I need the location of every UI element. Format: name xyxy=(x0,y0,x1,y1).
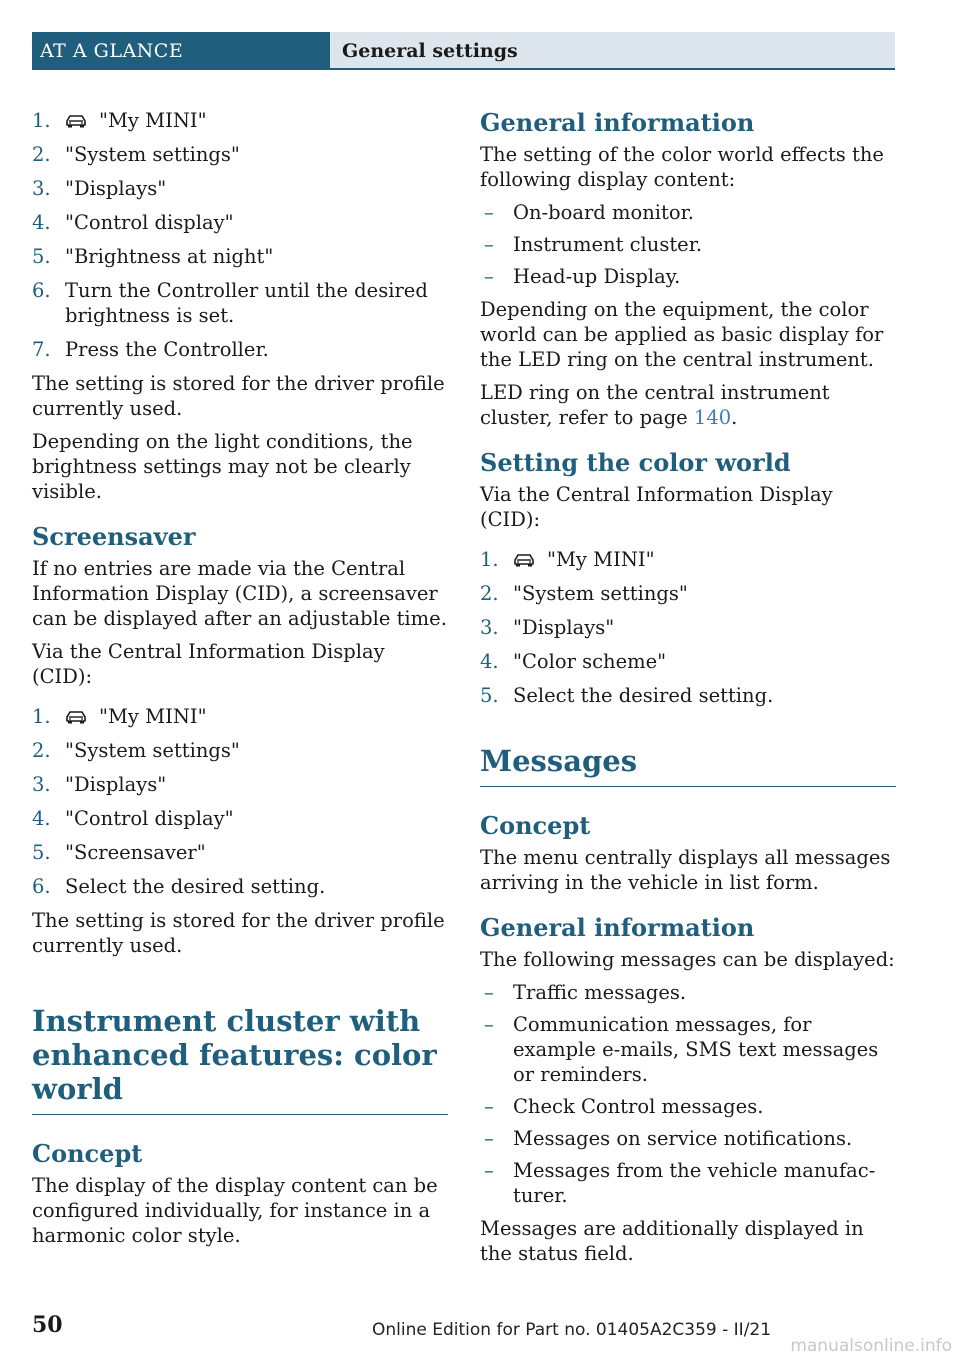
car-icon xyxy=(65,710,87,724)
dash-bullet: – xyxy=(484,265,494,288)
chapter-title: General settings xyxy=(330,32,895,70)
paragraph: The following messages can be displayed: xyxy=(480,948,895,971)
car-icon xyxy=(65,114,87,128)
list-item xyxy=(480,1126,896,1151)
step-number: 7. xyxy=(32,338,51,361)
step-text: "System settings" xyxy=(65,143,240,166)
list-item xyxy=(480,1094,896,1119)
step-text: "My MINI" xyxy=(99,705,207,728)
color-world-steps xyxy=(480,547,896,708)
header-rule xyxy=(330,68,895,70)
paragraph xyxy=(480,380,896,430)
dash-bullet: – xyxy=(484,201,494,224)
step-text: Press the Controller. xyxy=(65,338,269,361)
paragraph: If no entries are made via the Central Information Display (CID), a screensaver can be displayed after an adjustable time. xyxy=(32,557,447,630)
step-item xyxy=(32,142,448,167)
paragraph: The menu centrally displays all messages arriving in the vehicle in list form. xyxy=(480,846,891,894)
step-item xyxy=(32,108,448,133)
step-number: 1. xyxy=(32,705,51,728)
step-item xyxy=(32,210,448,235)
paragraph: The display of the display content can be configured individually, for instance in a harmonic color style. xyxy=(32,1174,438,1247)
screensaver-heading: Screensaver xyxy=(32,522,196,551)
step-item xyxy=(480,615,896,640)
dash-bullet: – xyxy=(484,233,494,256)
list-item-text: Communication messages, for example e-mails, SMS text messages or reminders. xyxy=(513,1013,879,1086)
right-column xyxy=(480,108,896,1274)
watermark: manualsonline.info xyxy=(790,1336,952,1356)
step-item xyxy=(32,874,448,899)
paragraph: Via the Central Information Display (CID): xyxy=(480,483,833,531)
step-item xyxy=(32,738,448,763)
step-number: 6. xyxy=(32,279,51,302)
display-content-list xyxy=(480,200,896,289)
list-item-text: Traffic messages. xyxy=(513,981,687,1004)
dash-bullet: – xyxy=(484,1095,494,1118)
step-number: 4. xyxy=(480,650,499,673)
step-item xyxy=(32,704,448,729)
paragraph-text: LED ring on the central instrument cluster, refer to page xyxy=(480,381,830,429)
list-item xyxy=(480,1158,896,1208)
edition-footer: Online Edition for Part no. 01405A2C359 - II/21 xyxy=(372,1320,772,1340)
brightness-steps xyxy=(32,108,448,362)
section-label: AT A GLANCE xyxy=(32,32,330,70)
list-item xyxy=(480,232,896,257)
step-item xyxy=(32,772,448,797)
paragraph: Depending on the equipment, the color world can be applied as basic display for the LED ring on the central instrument. xyxy=(480,298,884,371)
step-number: 6. xyxy=(32,875,51,898)
page-reference-link[interactable]: 140 xyxy=(693,406,732,429)
messages-list xyxy=(480,980,896,1208)
page-header xyxy=(32,32,895,70)
paragraph: Messages are additionally displayed in the status field. xyxy=(480,1217,864,1265)
dash-bullet: – xyxy=(484,1127,494,1150)
paragraph: The setting is stored for the driver profile currently used. xyxy=(32,372,445,420)
list-item xyxy=(480,200,896,225)
step-number: 5. xyxy=(480,684,499,707)
step-text: "Color scheme" xyxy=(513,650,667,673)
page-number: 50 xyxy=(32,1312,63,1338)
step-number: 4. xyxy=(32,211,51,234)
list-item xyxy=(480,264,896,289)
step-number: 2. xyxy=(32,143,51,166)
step-number: 2. xyxy=(32,739,51,762)
step-item xyxy=(480,683,896,708)
step-item xyxy=(32,840,448,865)
step-number: 5. xyxy=(32,841,51,864)
list-item-text: On-board monitor. xyxy=(513,201,694,224)
step-text: "Brightness at night" xyxy=(65,245,274,268)
paragraph: Via the Central Information Display (CID): xyxy=(32,640,385,688)
paragraph: Depending on the light conditions, the brightness settings may not be clearly visible. xyxy=(32,430,413,503)
list-item xyxy=(480,1012,896,1087)
list-item-text: Instrument cluster. xyxy=(513,233,703,256)
step-text: "Screensaver" xyxy=(65,841,206,864)
instrument-cluster-heading: Instrument cluster with enhanced features: color world xyxy=(32,1004,448,1115)
list-item-text: Messages from the vehicle manufacturer. xyxy=(513,1159,876,1207)
dash-bullet: – xyxy=(484,1159,494,1182)
step-text: "Control display" xyxy=(65,211,234,234)
step-text: "Displays" xyxy=(513,616,615,639)
step-number: 1. xyxy=(32,109,51,132)
step-item xyxy=(480,547,896,572)
step-number: 3. xyxy=(32,177,51,200)
step-text: "My MINI" xyxy=(99,109,207,132)
setting-color-world-heading: Setting the color world xyxy=(480,448,791,477)
list-item-text: Check Control messages. xyxy=(513,1095,764,1118)
step-item xyxy=(32,176,448,201)
step-item xyxy=(32,244,448,269)
step-number: 5. xyxy=(32,245,51,268)
step-text: Turn the Controller until the desired brightness is set. xyxy=(65,279,428,327)
step-text: "System settings" xyxy=(65,739,240,762)
step-number: 1. xyxy=(480,548,499,571)
step-text: Select the desired setting. xyxy=(65,875,326,898)
list-item-text: Head-up Display. xyxy=(513,265,681,288)
step-number: 4. xyxy=(32,807,51,830)
step-item xyxy=(480,649,896,674)
concept-heading: Concept xyxy=(480,811,591,840)
step-text: "Displays" xyxy=(65,177,167,200)
left-column xyxy=(32,108,448,1256)
screensaver-steps xyxy=(32,704,448,899)
paragraph-text: . xyxy=(731,406,738,429)
step-text: "Control display" xyxy=(65,807,234,830)
dash-bullet: – xyxy=(484,981,494,1004)
list-item-text: Messages on service notifications. xyxy=(513,1127,853,1150)
step-text: "My MINI" xyxy=(547,548,655,571)
step-number: 3. xyxy=(480,616,499,639)
step-number: 2. xyxy=(480,582,499,605)
step-number: 3. xyxy=(32,773,51,796)
paragraph: The setting is stored for the driver profile currently used. xyxy=(32,909,445,957)
step-item xyxy=(32,806,448,831)
paragraph: The setting of the color world effects the following display content: xyxy=(480,143,884,191)
car-icon xyxy=(513,553,535,567)
step-item xyxy=(32,278,448,328)
step-item xyxy=(480,581,896,606)
step-text: "System settings" xyxy=(513,582,688,605)
step-item xyxy=(32,337,448,362)
general-information-heading: General information xyxy=(480,913,755,942)
messages-heading: Messages xyxy=(480,744,896,787)
dash-bullet: – xyxy=(484,1013,494,1036)
step-text: Select the desired setting. xyxy=(513,684,774,707)
list-item xyxy=(480,980,896,1005)
general-information-heading: General information xyxy=(480,108,755,137)
step-text: "Displays" xyxy=(65,773,167,796)
concept-heading: Concept xyxy=(32,1139,143,1168)
